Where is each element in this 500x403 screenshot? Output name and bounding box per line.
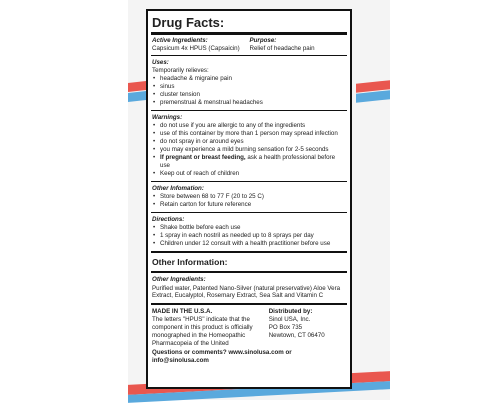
active-ingredients-value: Capsicum 4x HPUS (Capsaicin) [152, 44, 240, 52]
other-info-header: Other Infomation: [152, 185, 204, 192]
directions-list [152, 224, 346, 248]
warnings-section [151, 111, 347, 183]
other-info-section [151, 182, 347, 213]
pregnant-bold-text: If pregnant or breast feeding, [160, 154, 246, 162]
hpus-text: The letters "HPUS" indicate that the component in this product is officially monographed in the Homeopathic Pharmacopeia of the United [152, 316, 253, 348]
list-item: • 1 spray in each nostril as needed up to 8 sprays per day [152, 232, 346, 240]
uses-section [151, 56, 347, 111]
list-item: • do not use if you are allergic to any of the ingredients [152, 122, 346, 130]
other-ingredients-text: Purified water, Patented Nano-Silver (natural preservative) Aloe Vera Extract, Eucalyptol, Rosemary Extract, Sea Salt and Vitamin C [152, 284, 341, 300]
distributor-line: Newtown, CT 06470 [268, 332, 325, 340]
pregnant-rest-text: ask a health professional before use [160, 154, 336, 170]
directions-header: Directions: [152, 215, 185, 223]
distributor-line: Sinol USA, Inc. [268, 316, 311, 324]
active-ingredients-row [151, 35, 347, 56]
drug-facts-panel [146, 9, 352, 389]
directions-section [151, 213, 347, 253]
uses-header: Uses: [152, 58, 169, 66]
uses-list [152, 75, 346, 107]
distributor-header: Distributed by: [268, 308, 313, 316]
list-item: • cluster tension [152, 91, 346, 99]
list-item: • premenstrual & menstrual headaches [152, 99, 346, 107]
list-item: • do not spray in or around eyes [152, 138, 346, 146]
other-ingredients-header: Other Ingredients: [152, 275, 206, 283]
purpose-value: Relief of headache pain [249, 44, 315, 52]
list-item-pregnant [152, 154, 346, 170]
list-item: • Store between 68 to 77 F (20 to 25 C) [152, 193, 346, 201]
blue-stripe-left [128, 91, 146, 102]
list-item: • Children under 12 consult with a health practitioner before use [152, 240, 346, 248]
warnings-header: Warnings: [152, 113, 183, 121]
drug-facts-title: Drug Facts: [151, 11, 347, 35]
other-ingredients-section [151, 273, 347, 306]
other-information-title: Other Information: [151, 253, 347, 273]
purpose-header: Purpose: [249, 37, 277, 44]
made-in-usa-header: MADE IN THE U.S.A. [152, 308, 213, 316]
list-item: • headache & migraine pain [152, 75, 346, 83]
made-in-usa-block [152, 308, 259, 348]
distributor-block [259, 308, 346, 348]
purpose-cell [250, 37, 348, 53]
warnings-list [152, 122, 346, 178]
questions-footer: Questions or comments? www.sinolusa.com or info@sinolusa.com [152, 349, 292, 364]
list-item: • sinus [152, 83, 346, 91]
list-item: • Retain carton for future reference [152, 201, 346, 209]
list-item: • use of this container by more than 1 person may spread infection [152, 130, 346, 138]
active-ingredients-cell [151, 37, 250, 53]
list-item: • Keep out of reach of children [152, 170, 346, 178]
distributor-line: PO Box 735 [268, 324, 303, 332]
list-item: • you may experience a mild burning sensation for 2-5 seconds [152, 146, 346, 154]
uses-intro: Temporarily relieves: [152, 66, 209, 74]
other-info-list [152, 193, 346, 209]
manufacturer-block [151, 305, 347, 348]
active-ingredients-header: Active Ingredients: [152, 37, 208, 44]
list-item: • Shake bottle before each use [152, 224, 346, 232]
